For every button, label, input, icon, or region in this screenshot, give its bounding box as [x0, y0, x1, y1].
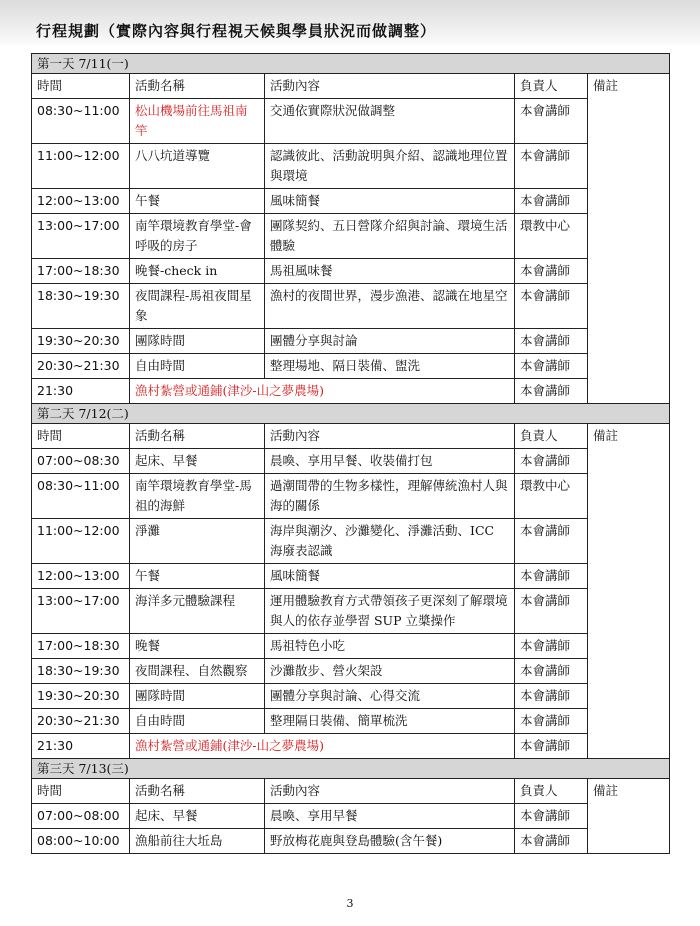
cell-activity-name: 淨灘 [130, 519, 265, 564]
cell-person-in-charge: 環教中心 [515, 474, 588, 519]
cell-lodging: 漁村紮營或通鋪(津沙-山之夢農場) [130, 379, 515, 404]
cell-activity-content: 馬祖特色小吃 [265, 634, 515, 659]
table-row [32, 449, 670, 474]
table-row [32, 709, 670, 734]
cell-time: 18:30~19:30 [32, 659, 130, 684]
cell-time: 21:30 [32, 379, 130, 404]
header-time: 時間 [32, 779, 130, 804]
cell-activity-name: 松山機場前往馬祖南竿 [130, 99, 265, 144]
cell-activity-content: 馬祖風味餐 [265, 259, 515, 284]
table-row [32, 379, 670, 404]
cell-person-in-charge: 本會講師 [515, 284, 588, 329]
day-header-row [32, 404, 670, 424]
cell-time: 11:00~12:00 [32, 519, 130, 564]
cell-time: 18:30~19:30 [32, 284, 130, 329]
cell-activity-name: 自由時間 [130, 354, 265, 379]
page-number: 3 [346, 897, 354, 910]
cell-activity-name: 午餐 [130, 564, 265, 589]
cell-person-in-charge: 本會講師 [515, 734, 588, 759]
table-row [32, 259, 670, 284]
cell-time: 20:30~21:30 [32, 709, 130, 734]
cell-activity-name: 晚餐 [130, 634, 265, 659]
cell-person-in-charge: 本會講師 [515, 519, 588, 564]
day-label: 第三天 7/13(三) [32, 759, 670, 779]
cell-time: 17:00~18:30 [32, 259, 130, 284]
cell-time: 07:00~08:30 [32, 449, 130, 474]
cell-time: 11:00~12:00 [32, 144, 130, 189]
cell-activity-content: 漁村的夜間世界，漫步漁港、認識在地星空 [265, 284, 515, 329]
column-header-row [32, 779, 670, 804]
cell-activity-content: 團體分享與討論、心得交流 [265, 684, 515, 709]
table-row [32, 659, 670, 684]
table-row [32, 564, 670, 589]
header-remarks: 備註 [588, 424, 670, 759]
header-time: 時間 [32, 74, 130, 99]
cell-person-in-charge: 本會講師 [515, 804, 588, 829]
table-row [32, 144, 670, 189]
cell-person-in-charge: 本會講師 [515, 449, 588, 474]
cell-activity-content: 運用體驗教育方式帶領孩子更深刻了解環境與人的依存並學習 SUP 立槳操作 [265, 589, 515, 634]
header-person-in-charge: 負責人 [515, 779, 588, 804]
cell-person-in-charge: 本會講師 [515, 564, 588, 589]
cell-activity-name: 漁船前往大坵島 [130, 829, 265, 854]
cell-person-in-charge: 本會講師 [515, 144, 588, 189]
table-row [32, 214, 670, 259]
header-activity-content: 活動內容 [265, 779, 515, 804]
cell-activity-content: 團體分享與討論 [265, 329, 515, 354]
cell-time: 08:30~11:00 [32, 99, 130, 144]
table-row [32, 589, 670, 634]
header-person-in-charge: 負責人 [515, 74, 588, 99]
cell-lodging: 漁村紮營或通鋪(津沙-山之夢農場) [130, 734, 515, 759]
cell-time: 13:00~17:00 [32, 214, 130, 259]
cell-person-in-charge: 本會講師 [515, 589, 588, 634]
cell-activity-content: 沙灘散步、營火架設 [265, 659, 515, 684]
cell-time: 21:30 [32, 734, 130, 759]
cell-activity-name: 團隊時間 [130, 684, 265, 709]
cell-person-in-charge: 本會講師 [515, 259, 588, 284]
day-header-row [32, 759, 670, 779]
header-activity-content: 活動內容 [265, 424, 515, 449]
cell-activity-content: 晨喚、享用早餐、收裝備打包 [265, 449, 515, 474]
cell-activity-name: 夜間課程-馬祖夜間星象 [130, 284, 265, 329]
table-row [32, 99, 670, 144]
day-header-row [32, 54, 670, 74]
table-row [32, 284, 670, 329]
cell-activity-content: 整理隔日裝備、簡單梳洗 [265, 709, 515, 734]
cell-activity-content: 認識彼此、活動說明與介紹、認識地理位置與環境 [265, 144, 515, 189]
cell-person-in-charge: 本會講師 [515, 329, 588, 354]
cell-person-in-charge: 本會講師 [515, 379, 588, 404]
cell-person-in-charge: 本會講師 [515, 829, 588, 854]
cell-person-in-charge: 本會講師 [515, 354, 588, 379]
cell-time: 08:30~11:00 [32, 474, 130, 519]
header-person-in-charge: 負責人 [515, 424, 588, 449]
cell-person-in-charge: 本會講師 [515, 99, 588, 144]
cell-time: 17:00~18:30 [32, 634, 130, 659]
cell-person-in-charge: 本會講師 [515, 659, 588, 684]
cell-activity-content: 晨喚、享用早餐 [265, 804, 515, 829]
cell-activity-content: 過潮間帶的生物多樣性，理解傳統漁村人與海的關係 [265, 474, 515, 519]
table-row [32, 829, 670, 854]
header-activity-name: 活動名稱 [130, 424, 265, 449]
cell-person-in-charge: 本會講師 [515, 684, 588, 709]
cell-activity-name: 八八坑道導覽 [130, 144, 265, 189]
table-row [32, 474, 670, 519]
cell-activity-content: 交通依實際狀況做調整 [265, 99, 515, 144]
cell-time: 12:00~13:00 [32, 564, 130, 589]
cell-activity-content: 風味簡餐 [265, 189, 515, 214]
cell-activity-name: 南竿環境教育學堂-馬祖的海鮮 [130, 474, 265, 519]
cell-person-in-charge: 本會講師 [515, 709, 588, 734]
cell-activity-name: 夜間課程、自然觀察 [130, 659, 265, 684]
header-remarks: 備註 [588, 74, 670, 404]
day-label: 第一天 7/11(一) [32, 54, 670, 74]
cell-activity-name: 起床、早餐 [130, 804, 265, 829]
day-label: 第二天 7/12(二) [32, 404, 670, 424]
page-title: 行程規劃（實際內容與行程視天候與學員狀況而做調整） [36, 22, 437, 40]
cell-time: 19:30~20:30 [32, 329, 130, 354]
table-row [32, 634, 670, 659]
cell-time: 19:30~20:30 [32, 684, 130, 709]
cell-time: 07:00~08:00 [32, 804, 130, 829]
cell-time: 13:00~17:00 [32, 589, 130, 634]
column-header-row [32, 74, 670, 99]
header-activity-name: 活動名稱 [130, 779, 265, 804]
table-row [32, 734, 670, 759]
header-activity-name: 活動名稱 [130, 74, 265, 99]
cell-time: 08:00~10:00 [32, 829, 130, 854]
cell-activity-content: 風味簡餐 [265, 564, 515, 589]
header-activity-content: 活動內容 [265, 74, 515, 99]
cell-activity-name: 海洋多元體驗課程 [130, 589, 265, 634]
table-row [32, 684, 670, 709]
cell-activity-name: 團隊時間 [130, 329, 265, 354]
cell-time: 12:00~13:00 [32, 189, 130, 214]
cell-activity-name: 午餐 [130, 189, 265, 214]
header-remarks: 備註 [588, 779, 670, 854]
table-row [32, 354, 670, 379]
column-header-row [32, 424, 670, 449]
cell-activity-content: 整理場地、隔日裝備、盥洗 [265, 354, 515, 379]
header-time: 時間 [32, 424, 130, 449]
cell-activity-name: 晚餐-check in [130, 259, 265, 284]
cell-time: 20:30~21:30 [32, 354, 130, 379]
cell-activity-name: 自由時間 [130, 709, 265, 734]
cell-activity-content: 團隊契約、五日營隊介紹與討論、環境生活體驗 [265, 214, 515, 259]
table-row [32, 804, 670, 829]
cell-activity-content: 海岸與潮汐、沙灘變化、淨灘活動、ICC 海廢表認識 [265, 519, 515, 564]
cell-activity-name: 起床、早餐 [130, 449, 265, 474]
cell-person-in-charge: 本會講師 [515, 189, 588, 214]
cell-person-in-charge: 環教中心 [515, 214, 588, 259]
cell-activity-name: 南竿環境教育學堂-會呼吸的房子 [130, 214, 265, 259]
schedule-table [31, 53, 670, 854]
table-row [32, 519, 670, 564]
table-row [32, 329, 670, 354]
cell-activity-content: 野放梅花鹿與登島體驗(含午餐) [265, 829, 515, 854]
cell-person-in-charge: 本會講師 [515, 634, 588, 659]
table-row [32, 189, 670, 214]
